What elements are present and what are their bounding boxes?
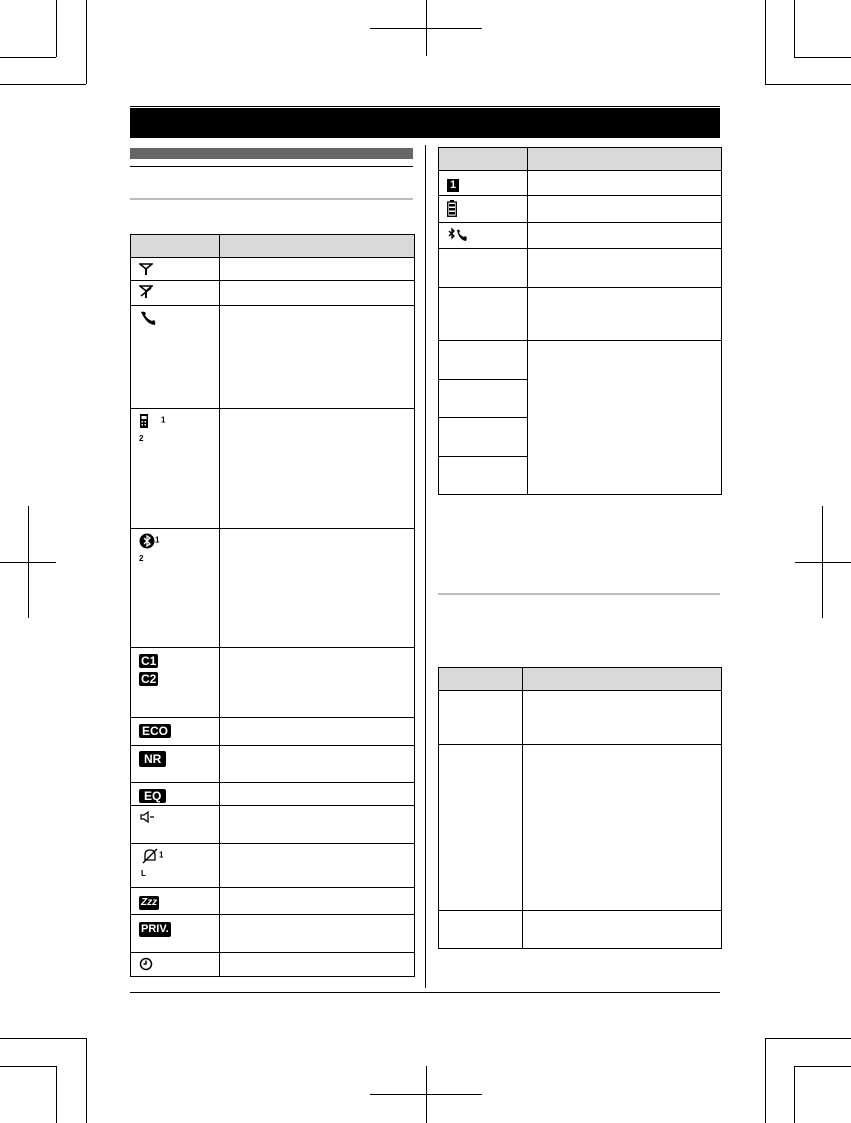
icon-cell	[131, 844, 220, 888]
description-cell	[220, 844, 415, 888]
icon-cell	[131, 888, 220, 915]
table-row	[439, 691, 722, 745]
description-cell	[220, 718, 415, 746]
subsection-rule	[130, 198, 413, 200]
icon-cell	[439, 745, 523, 911]
table-row	[131, 953, 415, 977]
table-row	[439, 171, 722, 196]
line-number-superscript: 1 2	[139, 415, 166, 443]
table-row	[131, 529, 415, 648]
crop-mark	[794, 0, 795, 57]
icon-cell	[131, 806, 220, 844]
footer-rule	[130, 992, 720, 993]
line-number-superscript: 1 2	[139, 535, 160, 563]
crop-mark	[0, 562, 56, 563]
table-row	[131, 306, 415, 409]
crop-mark	[794, 1066, 851, 1067]
description-cell	[220, 306, 415, 409]
table-header-cell	[528, 148, 722, 171]
crop-mark	[0, 1038, 86, 1039]
icon-cell	[439, 288, 528, 341]
table-header-cell	[131, 235, 220, 258]
table-row	[131, 806, 415, 844]
crop-mark	[56, 1066, 57, 1123]
crop-mark	[86, 1038, 87, 1123]
table-row	[131, 888, 415, 915]
table-row	[439, 745, 722, 911]
section-underline	[130, 166, 413, 167]
icon-cell	[439, 418, 528, 457]
cellular-line-icon	[139, 413, 161, 429]
table-row	[439, 223, 722, 249]
speaker-icon	[139, 810, 155, 824]
icon-cell	[439, 196, 528, 223]
table-row	[131, 746, 415, 783]
signal-weak-icon	[139, 285, 153, 298]
bluetooth-line-icon	[139, 533, 155, 549]
table-row	[131, 648, 415, 718]
description-cell	[528, 171, 722, 196]
description-cell	[220, 783, 415, 806]
table-header-row	[131, 235, 415, 258]
icon-cell	[439, 249, 528, 288]
description-cell	[528, 341, 722, 495]
icon-cell	[131, 306, 220, 409]
table-header-row	[439, 148, 722, 171]
c1-icon: C1	[141, 654, 157, 668]
icon-cell	[131, 409, 220, 529]
crop-mark	[370, 28, 482, 29]
crop-mark	[0, 1066, 56, 1067]
crop-mark	[370, 1094, 482, 1095]
bluetooth-headset-icon	[447, 227, 469, 243]
table-header-cell	[220, 235, 415, 258]
description-cell	[220, 746, 415, 783]
section-heading-bar	[130, 148, 413, 159]
table-header-cell	[439, 148, 528, 171]
icon-cell	[439, 341, 528, 380]
icon-cell	[439, 457, 528, 495]
icon-cell	[439, 223, 528, 249]
icon-cell	[131, 529, 220, 648]
description-cell	[220, 953, 415, 977]
table-row	[131, 915, 415, 953]
display-icons-table-continued	[438, 147, 722, 495]
crop-mark	[0, 57, 56, 58]
priv-icon: PRIV.	[141, 923, 169, 936]
description-cell	[523, 911, 722, 949]
clock-icon	[139, 957, 153, 971]
icon-cell	[131, 953, 220, 977]
page-header-bar	[130, 108, 720, 138]
table-row	[131, 258, 415, 281]
icon-cell	[131, 281, 220, 306]
icon-cell	[439, 691, 523, 745]
crop-mark	[765, 1038, 851, 1039]
description-cell	[220, 529, 415, 648]
subsection-rule	[438, 593, 720, 595]
crop-mark	[86, 0, 87, 84]
eq-icon: EQ	[139, 789, 166, 803]
line-superscript: 1 L	[141, 850, 164, 878]
icon-cell	[439, 171, 528, 196]
icon-cell	[131, 783, 220, 806]
description-cell	[220, 281, 415, 306]
description-cell	[528, 249, 722, 288]
crop-mark	[56, 0, 57, 57]
description-cell	[523, 691, 722, 745]
description-cell	[220, 888, 415, 915]
table-row	[439, 288, 722, 341]
description-cell	[528, 196, 722, 223]
battery-icon	[447, 200, 457, 217]
table-row	[131, 281, 415, 306]
table-header-cell	[523, 668, 722, 691]
phone-handset-icon	[139, 310, 157, 326]
crop-mark	[0, 84, 86, 85]
crop-mark	[794, 57, 851, 58]
crop-mark	[765, 0, 766, 84]
description-cell	[220, 806, 415, 844]
description-cell	[220, 915, 415, 953]
icon-cell	[131, 718, 220, 746]
display-icons-table	[130, 234, 415, 977]
table-row	[439, 911, 722, 949]
crop-mark	[795, 562, 851, 563]
crop-mark	[765, 1038, 766, 1123]
zzz-icon: Zzz	[141, 897, 158, 909]
crop-mark	[765, 84, 851, 85]
eco-icon: ECO	[139, 724, 171, 738]
icon-cell	[131, 648, 220, 718]
table-row	[439, 196, 722, 223]
icon-cell	[439, 911, 523, 949]
description-cell	[220, 648, 415, 718]
table-row	[439, 249, 722, 288]
table-row	[131, 409, 415, 529]
table-row	[131, 783, 415, 806]
c2-icon: C2	[141, 672, 157, 686]
soft-key-icons-table	[438, 667, 722, 949]
column-divider	[425, 145, 426, 988]
nr-icon: NR	[139, 751, 166, 767]
handset-number-icon: 1	[447, 179, 459, 192]
table-row	[131, 844, 415, 888]
icon-cell	[131, 258, 220, 281]
description-cell	[523, 745, 722, 911]
table-header-row	[439, 668, 722, 691]
table-header-cell	[439, 668, 523, 691]
icon-cell	[131, 915, 220, 953]
icon-cell	[439, 380, 528, 418]
description-cell	[528, 288, 722, 341]
description-cell	[528, 223, 722, 249]
table-row	[131, 718, 415, 746]
table-row	[439, 341, 722, 380]
icon-cell	[131, 746, 220, 783]
ringer-off-icon	[141, 848, 159, 864]
header-rule	[130, 106, 720, 107]
crop-mark	[794, 1066, 795, 1123]
description-cell	[220, 258, 415, 281]
signal-icon	[139, 263, 153, 275]
description-cell	[220, 409, 415, 529]
